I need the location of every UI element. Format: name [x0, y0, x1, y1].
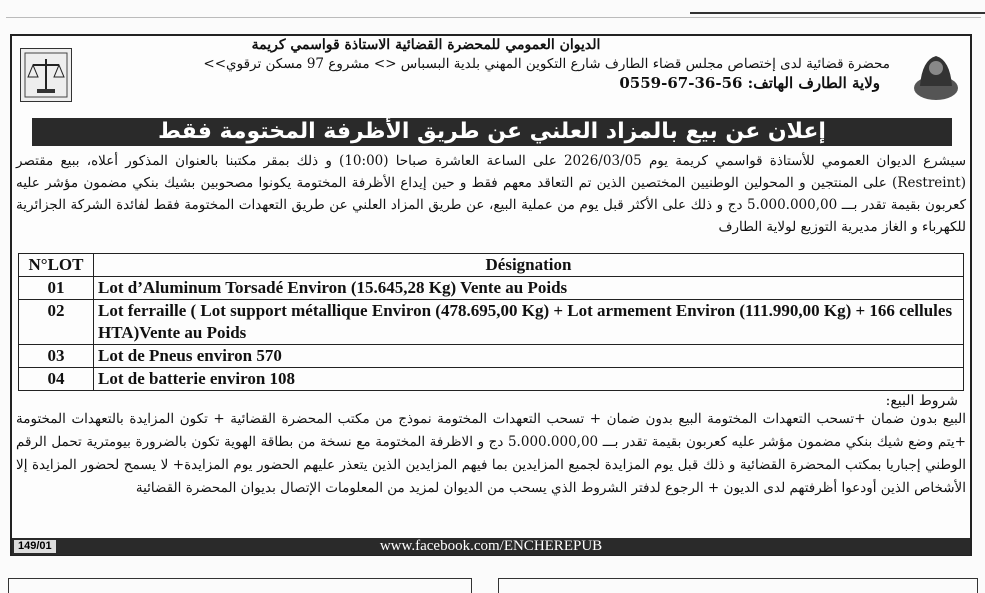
lot-designation: Lot de Pneus environ 570 — [94, 345, 964, 368]
notice-header — [12, 36, 970, 116]
lot-designation: Lot ferraille ( Lot support métallique Environ (478.695,00 Kg) + Lot armement Environ (111.990,00 Kg) + 166 cellules HTA)Vente au Poids — [94, 300, 964, 345]
lot-number: 04 — [19, 368, 94, 391]
header-designation: Désignation — [94, 254, 964, 277]
next-ad-right — [498, 578, 978, 593]
facebook-link[interactable]: www.facebook.com/ENCHEREPUB — [379, 538, 603, 554]
office-address: محضرة قضائية لدى إختصاص مجلس قضاء الطارف شارع التكوين المهني بلدية البسباس <> مشروع 97 مسكن ترقوي>> — [203, 56, 890, 72]
lot-number: 02 — [19, 300, 94, 345]
conditions-paragraph: البيع بدون ضمان +تسحب التعهدات المختومة البيع بدون ضمان + تسحب التعهدات المختومة نموذج من مكتب المحضرة القضائية + تكون المزايدة بالتعهدات المختومة +يتم وضع شيك بنكي مضمون مؤشر عليه كعربون بقيمة تقدر بـــ 5.000.000,00 دج و الاظرفة المختومة مع نسخة من بطاقة الهوية تكون بالضرورة بيومترية تحمل الرقم الوطني إجباريا بمكتب المحضرة القضائية و ذلك قبل يوم المزايدة لجميع المزايدين بما فيهم المزايدين الذين يتعذر عليهم الحضور يوم المزايدة+ لا يسمح لحضور المزايدة إلا الأشخاص الذين أودعوا أظرفتهم لدى الديون + الرجوع لدفتر الشروط الذي يسحب من الديوان لمزيد من المعلومات الإتصال بديوان المحضرة القضائية — [16, 411, 966, 496]
lot-number: 01 — [19, 277, 94, 300]
intro-paragraph: سيشرع الديوان العمومي للأستاذة قواسمي كريمة يوم 2026/03/05 على الساعة العاشرة صباحا (10:00) و ذلك بمقر مكتبنا بالعنوان المذكور أعلاه، ببيع مقتصر (Restreint) على المنتجين و المحولين الوطنيين المختصين الذين تم التعاقد معهم فقط و حين إيداع الأظرفة المختومة يكونوا مصحوبين بشيك بنكي مضمون مؤشر عليه كعربون بقيمة تقدر بـــ 5.000.000,00 دج و ذلك على الأكثر قبل يوم من عملية البيع، عن طريق المزاد العلني عن طريق التعهدات المختومة فقط لفائدة الشركة الجزائرية للكهرباء و الغاز مديرية التوزيع لولاية الطارف — [16, 153, 967, 235]
next-ad-left — [8, 578, 472, 593]
table-header-row — [19, 254, 964, 277]
table-row — [19, 277, 964, 300]
lot-designation: Lot d’Aluminum Torsadé Environ (15.645,28 Kg) Vente au Poids — [94, 277, 964, 300]
lot-designation: Lot de batterie environ 108 — [94, 368, 964, 391]
header-lot: N°LOT — [19, 254, 94, 277]
table-row — [19, 300, 964, 345]
top-rule — [6, 17, 981, 18]
top-decoration — [690, 0, 985, 14]
office-details — [82, 36, 890, 93]
footer-bar — [12, 538, 970, 555]
conditions-title: شروط البيع: — [885, 393, 958, 409]
auction-notice — [10, 34, 972, 556]
ad-reference: 149/01 — [14, 540, 56, 553]
office-name: الديوان العمومي للمحضرة القضائية الاستاذة قواسمي كريمة — [251, 37, 601, 53]
table-row — [19, 368, 964, 391]
table-row — [19, 345, 964, 368]
lot-number: 03 — [19, 345, 94, 368]
office-emblem-icon — [910, 48, 960, 100]
justice-logo-icon — [20, 48, 72, 102]
lots-table — [18, 253, 964, 391]
notice-title: إعلان عن بيع بالمزاد العلني عن طريق الأظرفة المختومة فقط — [32, 118, 952, 146]
office-phone: ولاية الطارف الهاتف: 56-36-67-0559 — [619, 74, 880, 92]
